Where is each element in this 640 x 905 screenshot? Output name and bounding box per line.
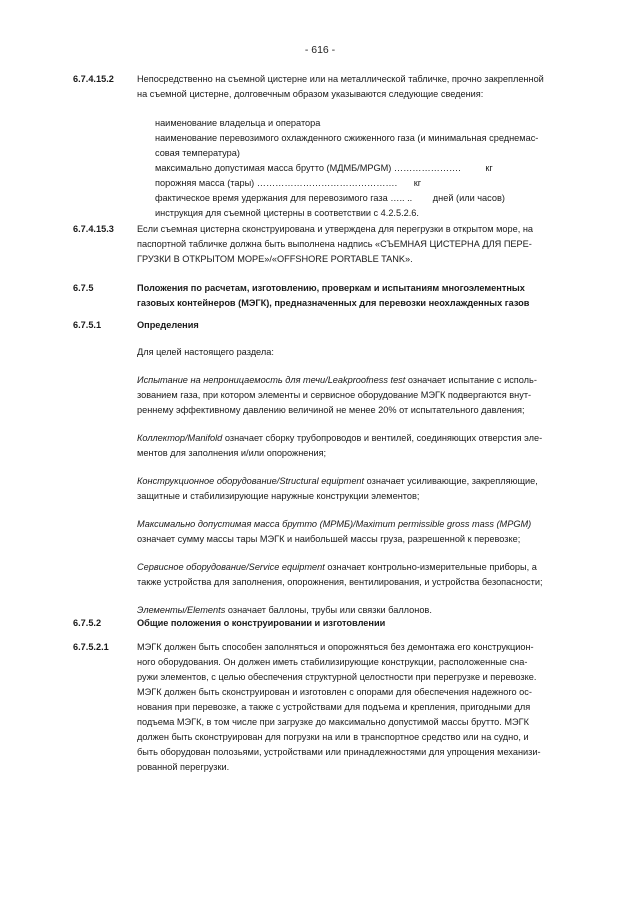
section-text: [137, 640, 567, 775]
text-line: подъема МЭГК, в том числе при загрузке до максимально допустимой массы брутто. МЭГК: [137, 717, 529, 727]
list-item: [155, 161, 505, 176]
page-number: - 616 -: [304, 44, 336, 56]
definition-service-equipment: [137, 560, 567, 590]
text-line: Непосредственно на съемной цистерне или на металлической табличке, прочно закрепленной: [137, 74, 544, 84]
section-number: 6.7.4.15.2: [73, 74, 114, 84]
text-line: на съемной цистерне, долговечным образом указываются следующие сведения:: [137, 89, 484, 99]
text-line: Если съемная цистерна сконструирована и утверждена для перегрузки в открытом море, на: [137, 224, 534, 234]
definition-term: Элементы/Elements: [137, 605, 226, 615]
definition-line: [137, 474, 567, 489]
definition-term: Максимально допустимая масса брутто (МРМБ)/Maximum permissible gross mass (MPGM): [137, 519, 532, 529]
section-6-7-5-2: [73, 616, 573, 634]
definition-line: [137, 517, 567, 532]
section-title: Общие положения о конструировании и изготовлении: [137, 618, 386, 628]
text-line: МЭГК должен быть сконструирован и изготовлен с опорами для обеспечения надежного ос-: [137, 687, 532, 697]
section-text: [137, 222, 567, 267]
list-item-text: фактическое время удержания для перевозимого газа ….. ..: [155, 193, 413, 203]
text-line: рованной перегрузки.: [137, 762, 230, 772]
section-number: 6.7.4.15.3: [73, 224, 114, 234]
section-number: 6.7.5: [73, 283, 94, 293]
definition-text: означает сумму массы тары МЭГК и наибольшей массы груза, разрешенной к перевозке;: [137, 534, 521, 544]
definition-leakproofness: [137, 373, 567, 418]
unit-label: кг: [413, 178, 422, 188]
section-number: 6.7.5.1: [73, 320, 102, 330]
definitions-block: [137, 318, 567, 618]
section-6-7-5: [73, 281, 573, 315]
definition-text: также устройства для заполнения, опорожнения, вентилирования, и устройства безопасности;: [137, 577, 543, 587]
list-item-text: максимально допустимая масса брутто (МДМБ/MPGM) ………………….: [155, 163, 461, 173]
definition-line: [137, 373, 567, 388]
definition-text: ментов для заполнения и/или опорожнения;: [137, 448, 327, 458]
text-line: ГРУЗКИ В ОТКРЫТОМ МОРЕ»/«OFFSHORE PORTABLE TANK».: [137, 254, 413, 264]
definition-text: защитные и стабилизирующие наружные конструкции элементов;: [137, 491, 420, 501]
list-item: [155, 191, 505, 206]
unit-label: кг: [485, 163, 493, 173]
heading-line: газовых контейнеров (МЭГК), предназначенных для перевозки неохлажденных газов: [137, 298, 530, 308]
intro-text: Для целей настоящего раздела:: [137, 347, 274, 357]
definition-manifold: [137, 431, 567, 461]
definition-text: реннему эффективному давлению величиной не менее 20% от испытательного давления;: [137, 405, 525, 415]
definition-term: Испытание на непроницаемость для течи/Leakproofness test: [137, 375, 406, 385]
list-item: наименование перевозимого охлажденного сжиженного газа (и минимальная среднемас-: [155, 133, 539, 143]
definition-term: Коллектор/Manifold: [137, 433, 223, 443]
definition-text: означает баллоны, трубы или связки баллонов.: [225, 605, 432, 615]
definition-text: означает контрольно-измерительные приборы, а: [324, 562, 537, 572]
section-number: 6.7.5.2: [73, 618, 102, 628]
section-title: Определения: [137, 320, 199, 330]
list-item: наименование владельца и оператора: [155, 118, 321, 128]
definition-line: [137, 431, 567, 446]
definition-mpgm: [137, 517, 567, 547]
section-6-7-4-15-3: [73, 222, 573, 270]
text-line: должен быть сконструирован для погрузки на или в транспортное средство или на судно, и: [137, 732, 529, 742]
section-6-7-4-15-2: [73, 72, 573, 222]
list-item-text: порожняя масса (тары) ……………………………………….: [155, 178, 398, 188]
unit-label: дней (или часов): [432, 193, 505, 203]
text-line: быть оборудован полозьями, устройствами или принадлежностями для упрощения механизи-: [137, 747, 541, 757]
definition-text: означает усиливающие, закрепляющие,: [364, 476, 538, 486]
text-line: ружи элементов, с целью обеспечения структурной целостности при перегрузке и перевозке.: [137, 672, 537, 682]
text-line: МЭГК должен быть способен заполняться и опорожняться без демонтажа его конструкцион-: [137, 642, 534, 652]
heading-line: Положения по расчетам, изготовлению, проверкам и испытаниям многоэлементных: [137, 283, 525, 293]
list-item: инструкция для съемной цистерны в соответствии с 4.2.5.2.6.: [155, 208, 419, 218]
section-number: 6.7.5.2.1: [73, 642, 109, 652]
definition-text: означает сборку трубопроводов и вентилей, соединяющих отверстия эле-: [222, 433, 543, 443]
section-6-7-5-1: [73, 318, 573, 615]
text-line: паспортной табличке должна быть выполнена надпись «СЪЕМНАЯ ЦИСТЕРНА ДЛЯ ПЕРЕ-: [137, 239, 532, 249]
definition-term: Сервисное оборудование/Service equipment: [137, 562, 325, 572]
definition-text: означает испытание с исполь-: [405, 375, 537, 385]
text-line: нования при перевозке, а также с устройствами для подъема и крепления, пригодными для: [137, 702, 531, 712]
list-item: [155, 176, 505, 191]
text-line: ного оборудования. Он должен иметь стабилизирующие конструкции, расположенные сна-: [137, 657, 528, 667]
definition-line: [137, 560, 567, 575]
section-heading: [137, 281, 567, 311]
definition-text: зованием газа, при котором элементы и сервисное оборудование МЭГК подвергаются внут-: [137, 390, 532, 400]
marking-list: [155, 116, 539, 221]
definition-structural-equipment: [137, 474, 567, 504]
section-6-7-5-2-1: [73, 640, 573, 780]
section-text: [137, 72, 567, 102]
list-item: совая температура): [155, 148, 240, 158]
definition-term: Конструкционное оборудование/Structural equipment: [137, 476, 365, 486]
